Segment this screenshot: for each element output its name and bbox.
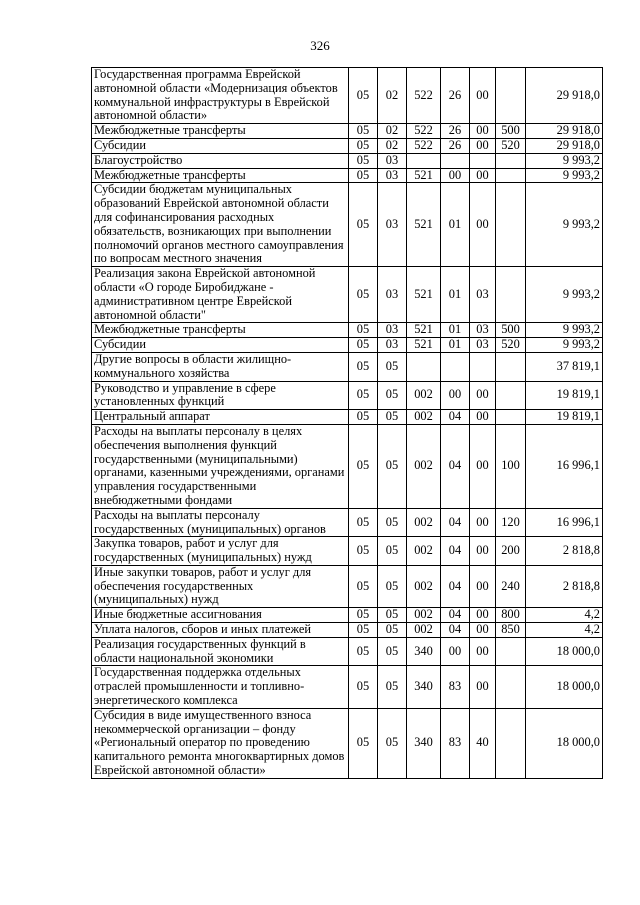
row-target-code-1: 002 xyxy=(407,508,441,537)
row-target-code-3: 00 xyxy=(470,183,496,267)
row-name: Расходы на выплаты персоналу государственных (муниципальных) органов xyxy=(92,508,349,537)
row-target-code-3: 03 xyxy=(470,267,496,323)
row-target-code-3: 00 xyxy=(470,508,496,537)
row-amount: 29 918,0 xyxy=(526,124,603,139)
row-target-code-3: 00 xyxy=(470,637,496,666)
row-subsection-code: 03 xyxy=(378,267,407,323)
row-subsection-code: 05 xyxy=(378,565,407,607)
table-row xyxy=(92,338,603,353)
row-target-code-1: 002 xyxy=(407,623,441,638)
row-name: Государственная поддержка отдельных отраслей промышленности и топливно-энергетического комплекса xyxy=(92,666,349,708)
row-amount: 29 918,0 xyxy=(526,138,603,153)
row-amount: 18 000,0 xyxy=(526,637,603,666)
table-row xyxy=(92,608,603,623)
row-subsection-code: 02 xyxy=(378,68,407,124)
row-subsection-code: 05 xyxy=(378,666,407,708)
row-target-code-1 xyxy=(407,153,441,168)
row-name: Субсидии xyxy=(92,338,349,353)
row-target-code-1: 340 xyxy=(407,637,441,666)
row-name: Иные бюджетные ассигнования xyxy=(92,608,349,623)
row-section-code: 05 xyxy=(349,168,378,183)
row-expense-type-code xyxy=(496,352,526,381)
row-section-code: 05 xyxy=(349,323,378,338)
row-target-code-2: 04 xyxy=(441,424,470,508)
row-subsection-code: 03 xyxy=(378,168,407,183)
row-target-code-1: 521 xyxy=(407,323,441,338)
row-expense-type-code xyxy=(496,168,526,183)
row-section-code: 05 xyxy=(349,608,378,623)
table-row xyxy=(92,138,603,153)
row-subsection-code: 05 xyxy=(378,537,407,566)
row-target-code-3: 00 xyxy=(470,168,496,183)
row-section-code: 05 xyxy=(349,565,378,607)
row-target-code-2: 26 xyxy=(441,138,470,153)
row-expense-type-code xyxy=(496,153,526,168)
row-expense-type-code xyxy=(496,666,526,708)
row-amount: 18 000,0 xyxy=(526,708,603,778)
row-expense-type-code: 850 xyxy=(496,623,526,638)
row-target-code-2: 04 xyxy=(441,565,470,607)
row-name: Межбюджетные трансферты xyxy=(92,168,349,183)
row-subsection-code: 03 xyxy=(378,338,407,353)
row-target-code-1: 340 xyxy=(407,708,441,778)
row-target-code-2: 01 xyxy=(441,267,470,323)
row-section-code: 05 xyxy=(349,338,378,353)
row-section-code: 05 xyxy=(349,666,378,708)
row-subsection-code: 05 xyxy=(378,637,407,666)
row-target-code-1: 002 xyxy=(407,608,441,623)
row-section-code: 05 xyxy=(349,623,378,638)
row-expense-type-code: 800 xyxy=(496,608,526,623)
row-section-code: 05 xyxy=(349,138,378,153)
row-target-code-3: 00 xyxy=(470,381,496,410)
row-amount: 9 993,2 xyxy=(526,338,603,353)
row-name: Центральный аппарат xyxy=(92,410,349,425)
row-target-code-2: 01 xyxy=(441,323,470,338)
row-target-code-3 xyxy=(470,352,496,381)
row-target-code-3: 00 xyxy=(470,608,496,623)
row-name: Межбюджетные трансферты xyxy=(92,323,349,338)
row-target-code-2: 26 xyxy=(441,68,470,124)
row-expense-type-code: 500 xyxy=(496,124,526,139)
row-target-code-1 xyxy=(407,352,441,381)
row-subsection-code: 03 xyxy=(378,323,407,338)
row-section-code: 05 xyxy=(349,708,378,778)
row-name: Расходы на выплаты персоналу в целях обеспечения выполнения функций государственными (муниципальными) органами, казенными учреждениями, органами управления государственными внебюджетными фондами xyxy=(92,424,349,508)
row-amount: 29 918,0 xyxy=(526,68,603,124)
table-row xyxy=(92,708,603,778)
row-amount: 18 000,0 xyxy=(526,666,603,708)
row-section-code: 05 xyxy=(349,537,378,566)
row-name: Реализация закона Еврейской автономной области «О городе Биробиджане - административном центре Еврейской автономной области" xyxy=(92,267,349,323)
row-expense-type-code: 500 xyxy=(496,323,526,338)
table-row xyxy=(92,623,603,638)
row-target-code-2: 00 xyxy=(441,381,470,410)
row-target-code-2: 83 xyxy=(441,666,470,708)
table-row xyxy=(92,124,603,139)
row-name: Другие вопросы в области жилищно-коммунального хозяйства xyxy=(92,352,349,381)
row-subsection-code: 03 xyxy=(378,183,407,267)
table-row xyxy=(92,352,603,381)
row-subsection-code: 02 xyxy=(378,124,407,139)
row-expense-type-code: 520 xyxy=(496,138,526,153)
row-subsection-code: 05 xyxy=(378,508,407,537)
row-target-code-3: 00 xyxy=(470,623,496,638)
table-row xyxy=(92,267,603,323)
row-subsection-code: 05 xyxy=(378,623,407,638)
row-target-code-2: 01 xyxy=(441,183,470,267)
row-name: Уплата налогов, сборов и иных платежей xyxy=(92,623,349,638)
row-target-code-3 xyxy=(470,153,496,168)
page-number: 326 xyxy=(310,38,330,53)
row-subsection-code: 05 xyxy=(378,608,407,623)
row-target-code-3: 00 xyxy=(470,666,496,708)
row-amount: 19 819,1 xyxy=(526,410,603,425)
row-expense-type-code: 520 xyxy=(496,338,526,353)
row-subsection-code: 05 xyxy=(378,708,407,778)
row-section-code: 05 xyxy=(349,68,378,124)
row-expense-type-code xyxy=(496,708,526,778)
row-section-code: 05 xyxy=(349,424,378,508)
row-section-code: 05 xyxy=(349,381,378,410)
row-target-code-2: 26 xyxy=(441,124,470,139)
row-amount: 19 819,1 xyxy=(526,381,603,410)
row-target-code-2 xyxy=(441,352,470,381)
row-target-code-1: 002 xyxy=(407,424,441,508)
row-target-code-1: 002 xyxy=(407,537,441,566)
row-amount: 9 993,2 xyxy=(526,153,603,168)
row-name: Межбюджетные трансферты xyxy=(92,124,349,139)
row-target-code-2: 01 xyxy=(441,338,470,353)
row-target-code-1: 521 xyxy=(407,168,441,183)
row-target-code-3: 00 xyxy=(470,410,496,425)
row-target-code-1: 522 xyxy=(407,124,441,139)
row-target-code-1: 521 xyxy=(407,267,441,323)
row-section-code: 05 xyxy=(349,124,378,139)
table-row xyxy=(92,565,603,607)
row-target-code-1: 340 xyxy=(407,666,441,708)
budget-table xyxy=(91,67,603,779)
row-name: Реализация государственных функций в области национальной экономики xyxy=(92,637,349,666)
row-name: Иные закупки товаров, работ и услуг для обеспечения государственных (муниципальных) нужд xyxy=(92,565,349,607)
row-section-code: 05 xyxy=(349,153,378,168)
row-expense-type-code: 100 xyxy=(496,424,526,508)
table-row xyxy=(92,168,603,183)
row-expense-type-code xyxy=(496,183,526,267)
row-amount: 16 996,1 xyxy=(526,508,603,537)
row-target-code-1: 522 xyxy=(407,68,441,124)
row-expense-type-code: 120 xyxy=(496,508,526,537)
row-amount: 9 993,2 xyxy=(526,168,603,183)
row-amount: 2 818,8 xyxy=(526,565,603,607)
table-row xyxy=(92,153,603,168)
row-expense-type-code xyxy=(496,637,526,666)
row-target-code-1: 002 xyxy=(407,381,441,410)
row-amount: 9 993,2 xyxy=(526,267,603,323)
row-expense-type-code xyxy=(496,381,526,410)
table-row xyxy=(92,323,603,338)
row-subsection-code: 05 xyxy=(378,352,407,381)
row-expense-type-code xyxy=(496,267,526,323)
row-target-code-2: 04 xyxy=(441,508,470,537)
row-section-code: 05 xyxy=(349,352,378,381)
row-name: Благоустройство xyxy=(92,153,349,168)
row-target-code-3: 00 xyxy=(470,424,496,508)
row-amount: 4,2 xyxy=(526,623,603,638)
row-target-code-1: 002 xyxy=(407,565,441,607)
row-amount: 4,2 xyxy=(526,608,603,623)
row-section-code: 05 xyxy=(349,637,378,666)
row-subsection-code: 03 xyxy=(378,153,407,168)
row-target-code-2: 04 xyxy=(441,623,470,638)
table-row xyxy=(92,424,603,508)
row-target-code-3: 00 xyxy=(470,138,496,153)
row-name: Субсидия в виде имущественного взноса некоммерческой организации – фонду «Региональный оператор по проведению капитального ремонта многоквартирных домов Еврейской автономной области» xyxy=(92,708,349,778)
row-name: Государственная программа Еврейской автономной области «Модернизация объектов коммунальной инфраструктуры в Еврейской автономной области» xyxy=(92,68,349,124)
row-subsection-code: 05 xyxy=(378,381,407,410)
row-target-code-3: 00 xyxy=(470,565,496,607)
row-expense-type-code xyxy=(496,68,526,124)
row-section-code: 05 xyxy=(349,410,378,425)
row-target-code-3: 03 xyxy=(470,323,496,338)
table-row xyxy=(92,68,603,124)
row-target-code-1: 522 xyxy=(407,138,441,153)
row-subsection-code: 02 xyxy=(378,138,407,153)
row-target-code-2 xyxy=(441,153,470,168)
table-row xyxy=(92,637,603,666)
row-target-code-3: 00 xyxy=(470,537,496,566)
row-target-code-3: 00 xyxy=(470,124,496,139)
row-amount: 37 819,1 xyxy=(526,352,603,381)
row-target-code-2: 83 xyxy=(441,708,470,778)
table-row xyxy=(92,508,603,537)
table-row xyxy=(92,666,603,708)
row-target-code-2: 04 xyxy=(441,537,470,566)
row-expense-type-code xyxy=(496,410,526,425)
row-name: Субсидии xyxy=(92,138,349,153)
row-name: Субсидии бюджетам муниципальных образований Еврейской автономной области для софинансирования расходных обязательств, возникающих при выполнении полномочий органов местного самоуправления по вопросам местного значения xyxy=(92,183,349,267)
row-amount: 9 993,2 xyxy=(526,323,603,338)
table-row xyxy=(92,381,603,410)
table-row xyxy=(92,410,603,425)
row-target-code-2: 04 xyxy=(441,608,470,623)
row-amount: 9 993,2 xyxy=(526,183,603,267)
row-name: Закупка товаров, работ и услуг для государственных (муниципальных) нужд xyxy=(92,537,349,566)
table-row xyxy=(92,183,603,267)
table-row xyxy=(92,537,603,566)
row-target-code-2: 04 xyxy=(441,410,470,425)
row-section-code: 05 xyxy=(349,508,378,537)
row-target-code-1: 521 xyxy=(407,183,441,267)
row-section-code: 05 xyxy=(349,183,378,267)
row-target-code-3: 03 xyxy=(470,338,496,353)
row-section-code: 05 xyxy=(349,267,378,323)
row-target-code-1: 002 xyxy=(407,410,441,425)
row-target-code-1: 521 xyxy=(407,338,441,353)
row-amount: 16 996,1 xyxy=(526,424,603,508)
row-expense-type-code: 200 xyxy=(496,537,526,566)
row-name: Руководство и управление в сфере установленных функций xyxy=(92,381,349,410)
row-target-code-3: 00 xyxy=(470,68,496,124)
row-target-code-3: 40 xyxy=(470,708,496,778)
row-target-code-2: 00 xyxy=(441,637,470,666)
row-subsection-code: 05 xyxy=(378,424,407,508)
row-expense-type-code: 240 xyxy=(496,565,526,607)
row-target-code-2: 00 xyxy=(441,168,470,183)
row-subsection-code: 05 xyxy=(378,410,407,425)
row-amount: 2 818,8 xyxy=(526,537,603,566)
